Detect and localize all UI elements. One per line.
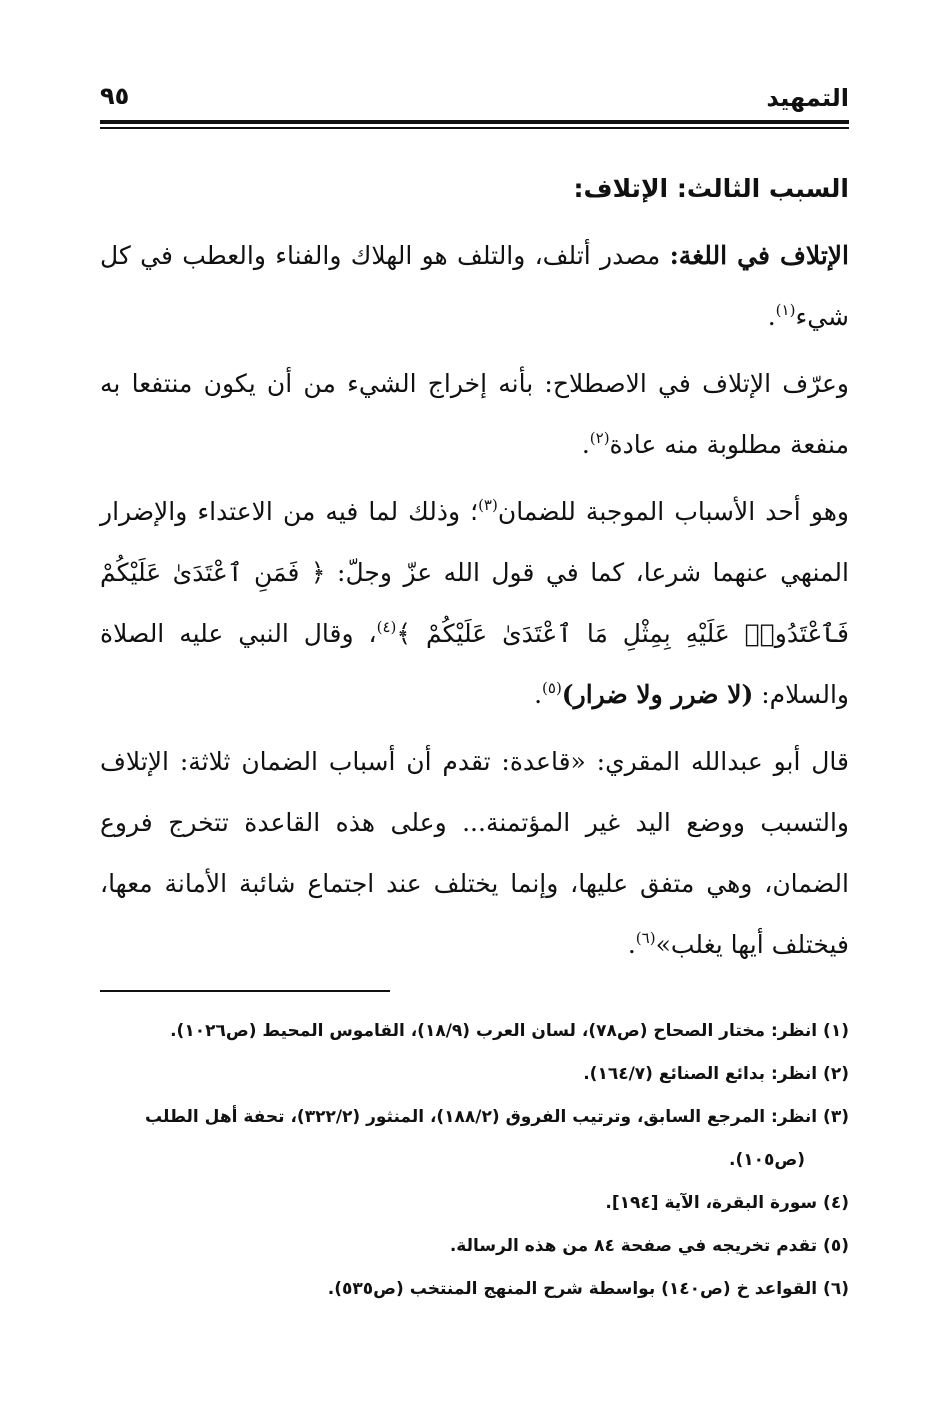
paragraph-3-text-b: ؛ وذلك لما فيه من الاعتداء والإضرار المنهي عنهما شرعا، كما في قول الله عزّ وجلّ: xyxy=(100,497,849,587)
footnote-2: (٢) انظر: بدائع الصنائع (١٦٤/٧). xyxy=(583,1064,849,1084)
paragraph-3 xyxy=(100,481,849,725)
paragraph-4-end: . xyxy=(627,930,636,959)
footnote-5: (٥) تقدم تخريجه في صفحة ٨٤ من هذه الرسالة. xyxy=(449,1236,849,1256)
page-header xyxy=(100,78,849,118)
term-label: الإتلاف في اللغة: xyxy=(669,241,849,270)
footnote-ref-4: (٤) xyxy=(376,618,397,636)
hadith-quote: (لا ضرر ولا ضرار) xyxy=(561,680,754,709)
main-text xyxy=(100,165,849,981)
section-title: السبب الثالث: الإتلاف: xyxy=(573,174,849,203)
header-rule-thick xyxy=(100,120,849,124)
footnote-ref-5: (٥) xyxy=(542,679,562,697)
paragraph-4-text: قال أبو عبدالله المقري: «قاعدة: تقدم أن أسباب الضمان ثلاثة: الإتلاف والتسبب ووضع اليد غير المؤتمنة... وعلى هذه القاعدة تتخرج فروع الضمان، وهي متفق عليها، وإنما يختلف عند اجتماع شائبة الأمانة معها، فيختلف أيها يغلب» xyxy=(100,747,849,959)
paragraph-1-end: . xyxy=(767,302,776,331)
paragraph-3-text-c: ، وقال النبي عليه الصلاة والسلام: xyxy=(100,619,849,709)
paragraph-3-text-a: وهو أحد الأسباب الموجبة للضمان xyxy=(497,497,849,526)
footnote-ref-2: (٢) xyxy=(589,429,610,447)
quran-verse: ﴿ فَمَنِ ٱعْتَدَىٰ عَلَيْكُمْ فَٱعْتَدُوا۟ عَلَيْهِ بِمِثْلِ مَا ٱعْتَدَىٰ عَلَيْكُمْ ﴾ xyxy=(100,558,849,648)
paragraph-1 xyxy=(100,225,849,347)
footnote-3: (٣) انظر: المرجع السابق، وترتيب الفروق (١٨٨/٢)، المنثور (٣٢٢/٢)، تحفة أهل الطلب xyxy=(145,1107,849,1127)
paragraph-4 xyxy=(100,731,849,975)
footnotes xyxy=(100,1010,849,1311)
footnote-ref-3: (٣) xyxy=(478,496,498,514)
footnote-6: (٦) القواعد خ (ص١٤٠) بواسطة شرح المنهج المنتخب (ص٥٣٥). xyxy=(327,1279,849,1299)
footnote-1: (١) انظر: مختار الصحاح (ص٧٨)، لسان العرب (١٨/٩)، القاموس المحيط (ص١٠٢٦). xyxy=(170,1021,849,1041)
paragraph-2 xyxy=(100,353,849,475)
paragraph-2-end: . xyxy=(581,430,590,459)
header-rule-thin xyxy=(100,127,849,129)
footnote-ref-1: (١) xyxy=(775,301,796,319)
running-title: التمهيد xyxy=(766,84,849,112)
footnote-4: (٤) سورة البقرة، الآية [١٩٤]. xyxy=(605,1193,849,1213)
footnote-separator xyxy=(100,990,390,992)
paragraph-3-end: . xyxy=(534,680,543,709)
page-number: ٩٥ xyxy=(100,82,130,110)
paragraph-2-text: وعرّف الإتلاف في الاصطلاح: بأنه إخراج الشيء من أن يكون منتفعا به منفعة مطلوبة منه عادة xyxy=(100,369,849,459)
footnote-3-continuation: (ص١٠٥). xyxy=(728,1150,805,1170)
footnote-ref-6: (٦) xyxy=(635,929,656,947)
paragraph-1-text: مصدر أتلف، والتلف هو الهلاك والفناء والعطب في كل شيء xyxy=(100,241,849,331)
